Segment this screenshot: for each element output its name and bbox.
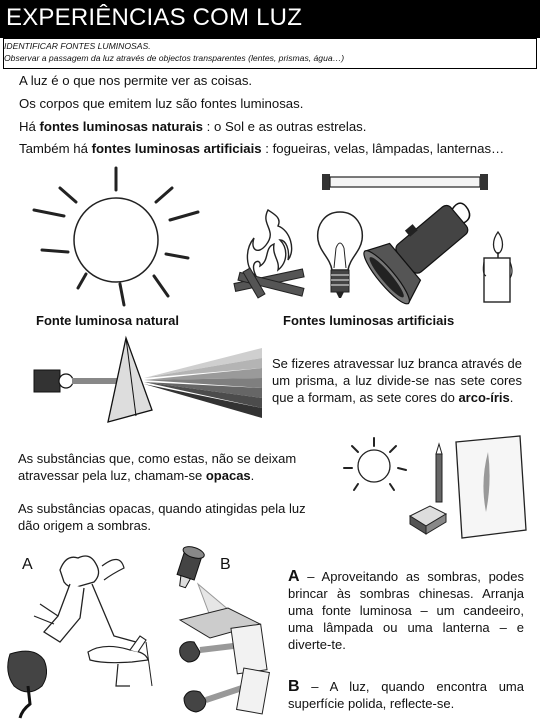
fluorescent-tube-illustration xyxy=(322,172,490,192)
intro-line-3: Há fontes luminosas naturais : o Sol e as outras estrelas. xyxy=(19,119,367,134)
objective-line-2: Observar a passagem da luz através de objectos transparentes (lentes, prismas, água…) xyxy=(4,53,345,63)
prism-paragraph: Se fizeres atravessar luz branca através de um prisma, a luz divide-se nas sete cores que a formam, as sete cores do arco-íris. xyxy=(272,356,523,405)
shadow-puppets-illustration xyxy=(0,546,172,720)
candle-illustration xyxy=(474,228,520,306)
page-title: EXPERIÊNCIAS COM LUZ xyxy=(6,4,303,31)
sun-illustration xyxy=(20,160,220,310)
intro-line-2: Os corpos que emitem luz são fontes luminosas. xyxy=(19,96,304,111)
activity-b-paragraph: B – A luz, quando encontra uma superfície polida, reflecte-se. xyxy=(288,678,524,711)
intro-line-4: Também há fontes luminosas artificiais : fogueiras, velas, lâmpadas, lanternas… xyxy=(19,141,505,156)
flashlight-illustration xyxy=(362,190,492,302)
objective-line-1: IDENTIFICAR FONTES LUMINOSAS. xyxy=(4,41,151,51)
illustration-label-a: A xyxy=(22,556,33,573)
opaque-objects-illustration xyxy=(336,432,536,540)
prism-illustration xyxy=(30,334,262,434)
illustration-label-b: B xyxy=(220,556,231,573)
caption-artificial-sources: Fontes luminosas artificiais xyxy=(283,313,455,328)
light-bulb-illustration xyxy=(312,208,368,300)
shadow-paragraph: As substâncias opacas, quando atingidas pela luz dão origem a sombras. xyxy=(18,501,306,533)
mirror-reflection-illustration xyxy=(170,546,280,720)
activity-a-paragraph: A – Aproveitando as sombras, podes brincar às sombras chinesas. Arranja uma fonte luminosa – um candeeiro, uma lâmpada ou uma lanterna – e diverte-te. xyxy=(288,568,524,652)
intro-line-1: A luz é o que nos permite ver as coisas. xyxy=(19,73,253,88)
caption-natural-source: Fonte luminosa natural xyxy=(36,313,180,328)
opaque-paragraph: As substâncias que, como estas, não se deixam atravessar pela luz, chamam-se opacas. xyxy=(18,451,297,483)
campfire-illustration xyxy=(230,200,310,305)
